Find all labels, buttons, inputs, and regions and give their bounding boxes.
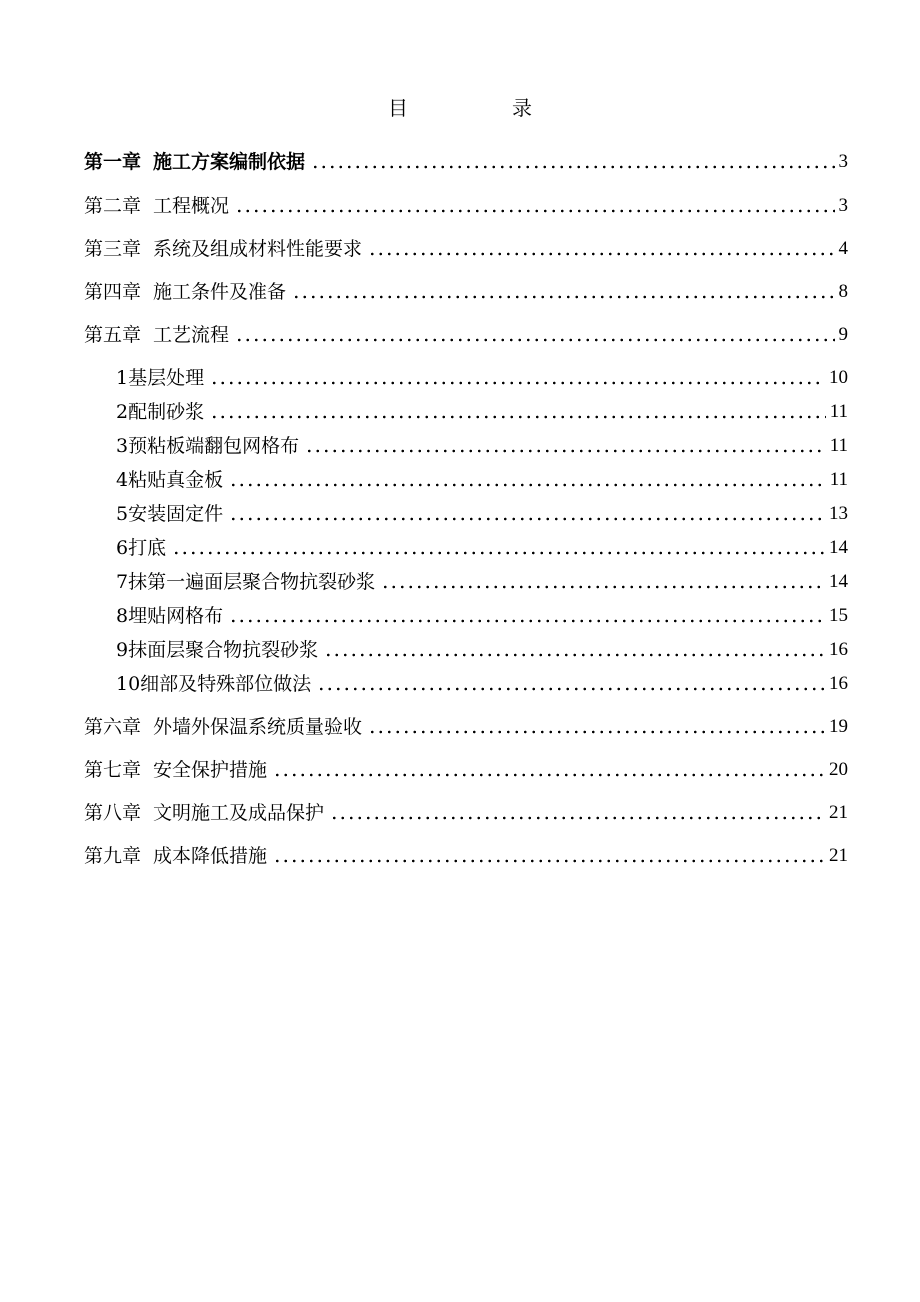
page-number: 11 — [829, 401, 848, 422]
toc-entry-section-7[interactable] — [116, 568, 848, 596]
chapter-label: 第四章 — [84, 281, 142, 303]
page-number: 14 — [829, 537, 848, 558]
chapter-label: 第三章 — [84, 238, 142, 260]
page-number: 3 — [838, 195, 848, 216]
dot-leader — [324, 653, 825, 657]
dot-leader — [210, 381, 825, 385]
dot-leader — [229, 619, 825, 623]
chapter-title: 文明施工及成品保护 — [153, 802, 325, 824]
section-title: 9抹面层聚合物抗裂砂浆 — [116, 639, 319, 661]
section-title: 5安装固定件 — [116, 503, 224, 525]
page-number: 21 — [829, 845, 848, 866]
section-title: 8埋贴网格布 — [116, 605, 224, 627]
chapter-label: 第二章 — [84, 195, 142, 217]
section-title: 1基层处理 — [116, 367, 205, 389]
toc-entry-chapter-1[interactable] — [84, 148, 848, 176]
dot-leader — [317, 687, 825, 691]
page-number: 16 — [829, 673, 848, 694]
chapter-title: 系统及组成材料性能要求 — [153, 238, 363, 260]
section-title: 10细部及特殊部位做法 — [116, 673, 312, 695]
toc-entry-chapter-7[interactable] — [84, 756, 848, 784]
toc-entry-chapter-4[interactable] — [84, 278, 848, 306]
dot-leader — [210, 415, 826, 419]
toc-entry-chapter-8[interactable] — [84, 799, 848, 827]
dot-leader — [229, 483, 826, 487]
toc-entry-chapter-9[interactable] — [84, 842, 848, 870]
chapter-label: 第九章 — [84, 845, 142, 867]
page-number: 13 — [829, 503, 848, 524]
chapter-label: 第一章 — [84, 151, 142, 173]
chapter-title: 施工方案编制依据 — [153, 151, 306, 173]
dot-leader — [229, 517, 825, 521]
dot-leader — [273, 773, 825, 777]
dot-leader — [368, 730, 825, 734]
toc-entry-section-10[interactable] — [116, 670, 848, 698]
chapter-title: 外墙外保温系统质量验收 — [153, 716, 363, 738]
page-number: 8 — [838, 281, 848, 302]
toc-entry-section-1[interactable] — [116, 364, 848, 392]
section-title: 4粘贴真金板 — [116, 469, 224, 491]
dot-leader — [305, 449, 826, 453]
chapter-title: 成本降低措施 — [153, 845, 268, 867]
toc-entry-chapter-5[interactable] — [84, 321, 848, 349]
chapter-title: 工程概况 — [153, 195, 230, 217]
dot-leader — [172, 551, 825, 555]
dot-leader — [330, 816, 825, 820]
chapter-label: 第八章 — [84, 802, 142, 824]
page-number: 10 — [829, 367, 848, 388]
toc-entry-section-2[interactable] — [116, 398, 848, 426]
toc-entry-section-3[interactable] — [116, 432, 848, 460]
toc-entry-section-8[interactable] — [116, 602, 848, 630]
toc-title: 目 录 — [388, 96, 574, 120]
toc-entry-chapter-6[interactable] — [84, 713, 848, 741]
dot-leader — [235, 338, 834, 342]
toc-entry-chapter-3[interactable] — [84, 235, 848, 263]
section-title: 7抹第一遍面层聚合物抗裂砂浆 — [116, 571, 376, 593]
chapter-label: 第七章 — [84, 759, 142, 781]
chapter-title: 施工条件及准备 — [153, 281, 287, 303]
dot-leader — [273, 859, 825, 863]
dot-leader — [311, 165, 834, 169]
chapter-title: 安全保护措施 — [153, 759, 268, 781]
dot-leader — [235, 209, 834, 213]
section-title: 3预粘板端翻包网格布 — [116, 435, 300, 457]
toc-entry-section-9[interactable] — [116, 636, 848, 664]
dot-leader — [292, 295, 834, 299]
section-title: 2配制砂浆 — [116, 401, 205, 423]
chapter-label: 第六章 — [84, 716, 142, 738]
toc-entry-chapter-2[interactable] — [84, 192, 848, 220]
page-number: 3 — [838, 151, 848, 172]
toc-entry-section-6[interactable] — [116, 534, 848, 562]
page-number: 14 — [829, 571, 848, 592]
dot-leader — [368, 252, 834, 256]
page-number: 15 — [829, 605, 848, 626]
page-number: 9 — [838, 324, 848, 345]
page-number: 11 — [829, 435, 848, 456]
toc-entry-section-5[interactable] — [116, 500, 848, 528]
page-number: 20 — [829, 759, 848, 780]
page-number: 19 — [829, 716, 848, 737]
chapter-label: 第五章 — [84, 324, 142, 346]
page-number: 11 — [829, 469, 848, 490]
dot-leader — [381, 585, 825, 589]
toc-entry-section-4[interactable] — [116, 466, 848, 494]
page-number: 16 — [829, 639, 848, 660]
chapter-title: 工艺流程 — [153, 324, 230, 346]
section-title: 6打底 — [116, 537, 167, 559]
page-number: 4 — [838, 238, 848, 259]
page-number: 21 — [829, 802, 848, 823]
